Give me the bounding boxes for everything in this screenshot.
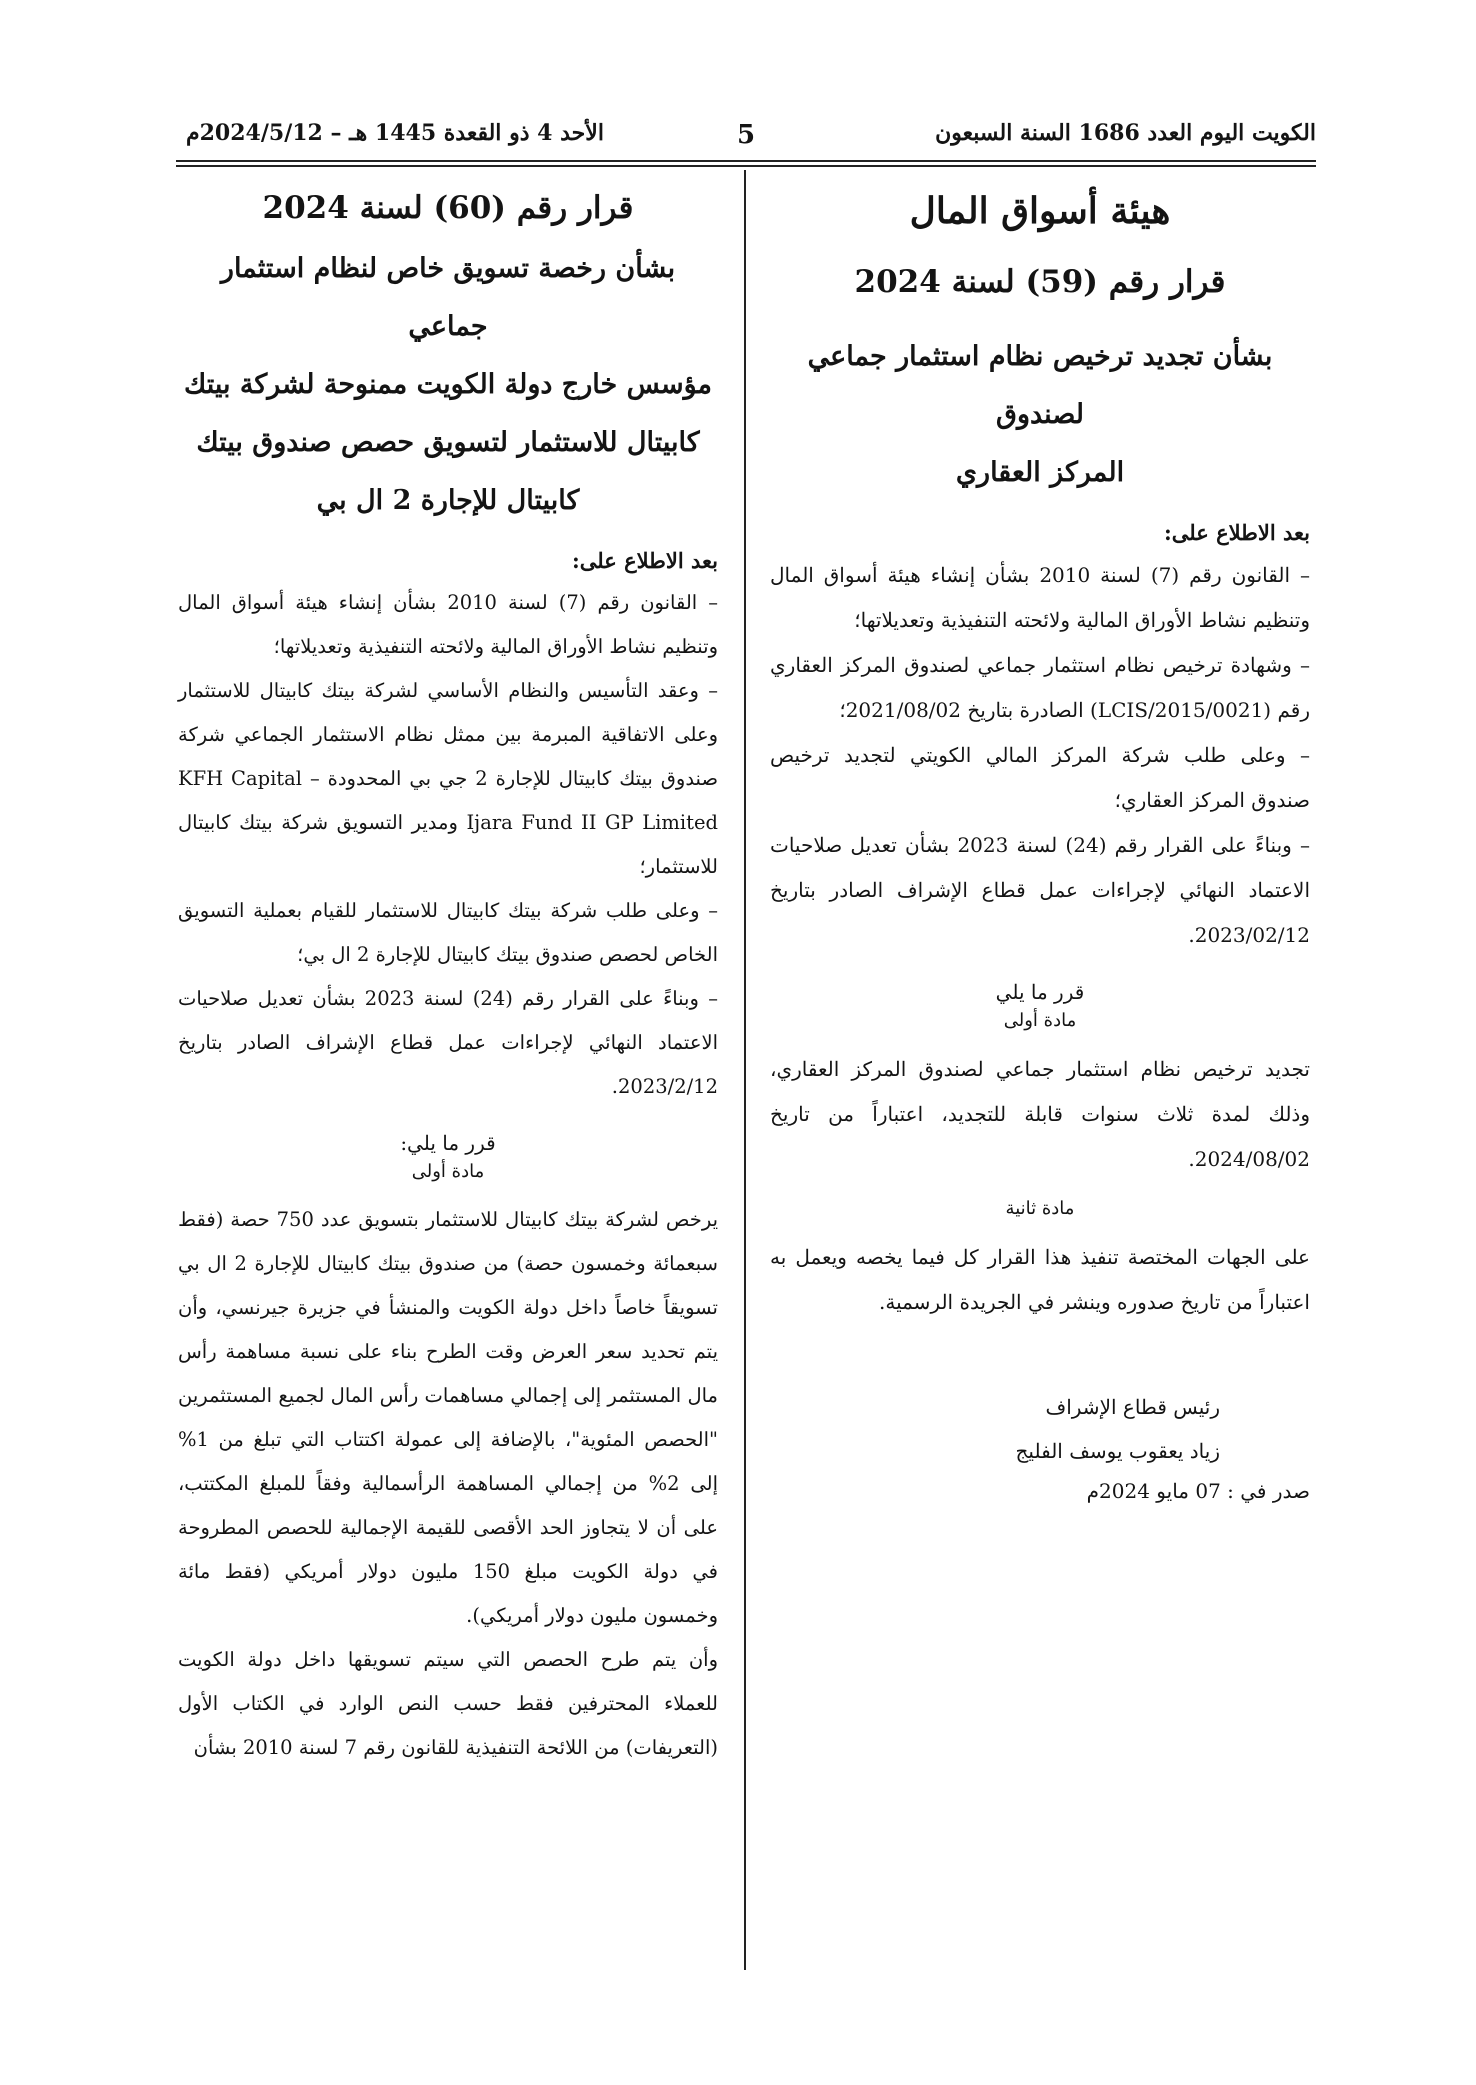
preamble-paragraph: – وبناءً على القرار رقم (24) لسنة 2023 بشأن تعديل صلاحيات الاعتماد النهائي لإجراءات عمل قطاع الإشراف الصادر بتاريخ 2023/2/12. — [178, 987, 718, 1098]
subject-line: كابيتال للاستثمار لتسويق حصص صندوق بيتك — [196, 427, 700, 458]
signature-title: رئيس قطاع الإشراف — [1045, 1395, 1220, 1419]
article-1-paragraph: يرخص لشركة بيتك كابيتال للاستثمار بتسويق عدد 750 حصة (فقط سبعمائة وخمسون حصة) من صندوق بيتك كابيتال للإجارة 2 ال بي تسويقاً خاصاً داخل دولة الكويت والمنشأ في جزيرة جيرنسي، وأن يتم تحديد سعر العرض وقت الطرح بناء على نسبة مساهمة رأس مال المستثمر إلى إجمالي مساهمات رأس المال لجميع المستثمرين "الحصص المئوية"، بالإضافة إلى عمولة اكتتاب التي تبلغ من 1% إلى 2% من إجمالي المساهمة الرأسمالية وفقاً للمبلغ المكتتب، على أن لا يتجاوز الحد الأقصى للقيمة الإجمالية للحصص المطروحة في دولة الكويت مبلغ 150 مليون دولار أمريكي (فقط مائة وخمسون مليون دولار أمريكي). — [178, 1208, 719, 1627]
decided-label: قرر ما يلي — [995, 980, 1085, 1004]
subject-line: بشأن رخصة تسويق خاص لنظام استثمار جماعي — [220, 253, 676, 342]
preamble-paragraph: – القانون رقم (7) لسنة 2010 بشأن إنشاء هيئة أسواق المال وتنظيم نشاط الأوراق المالية ولائحته التنفيذية وتعديلاتها؛ — [770, 563, 1310, 632]
page-header — [176, 120, 1316, 164]
header-date: الأحد 4 ذو القعدة 1445 هـ – 2024/5/12م — [186, 120, 604, 146]
decision-59-column — [770, 182, 1310, 1503]
preamble-paragraph: – وبناءً على القرار رقم (24) لسنة 2023 بشأن تعديل صلاحيات الاعتماد النهائي لإجراءات عمل قطاع الإشراف الصادر بتاريخ 2023/02/12. — [770, 833, 1310, 947]
article-2-label: مادة ثانية — [1005, 1198, 1075, 1219]
subject-line: مؤسس خارج دولة الكويت ممنوحة لشركة بيتك — [183, 369, 713, 400]
preamble-paragraph: – القانون رقم (7) لسنة 2010 بشأن إنشاء هيئة أسواق المال وتنظيم نشاط الأوراق المالية ولائحته التنفيذية وتعديلاتها؛ — [178, 591, 718, 658]
header-rule-top — [176, 160, 1316, 162]
subject-line: بشأن تجديد ترخيص نظام استثمار جماعي لصندوق — [807, 341, 1273, 430]
header-issue-info: الكويت اليوم العدد 1686 السنة السبعون — [935, 120, 1316, 146]
article-1-paragraph: وأن يتم طرح الحصص التي سيتم تسويقها داخل دولة الكويت للعملاء المحترفين فقط حسب النص الوارد في الكتاب الأول (التعريفات) من اللائحة التنفيذية للقانون رقم 7 لسنة 2010 بشأن — [178, 1648, 718, 1759]
article-1-label: مادة أولى — [411, 1161, 485, 1182]
signature-name: زياد يعقوب يوسف الفليج — [1015, 1439, 1220, 1463]
section-title: هيئة أسواق المال — [909, 190, 1171, 232]
decision-59-subject — [770, 328, 1310, 502]
header-rule-bottom — [176, 165, 1316, 167]
article-1-label: مادة أولى — [1003, 1010, 1077, 1031]
article-2-text: على الجهات المختصة تنفيذ هذا القرار كل فيما يخصه ويعمل به اعتباراً من تاريخ صدوره وينشر في الجريدة الرسمية. — [770, 1245, 1310, 1314]
preamble-paragraph: – وعلى طلب شركة المركز المالي الكويتي لتجديد ترخيص صندوق المركز العقاري؛ — [770, 743, 1310, 812]
intro-label: بعد الاطلاع على: — [572, 548, 718, 573]
issued-date: صدر في : 07 مايو 2024م — [1086, 1479, 1310, 1503]
intro-label: بعد الاطلاع على: — [1164, 520, 1310, 545]
decision-60-title: قرار رقم (60) لسنة 2024 — [262, 190, 634, 226]
column-divider — [744, 170, 746, 1970]
article-1-text: تجديد ترخيص نظام استثمار جماعي لصندوق المركز العقاري، وذلك لمدة ثلاث سنوات قابلة للتجديد، اعتباراً من تاريخ 2024/08/02. — [770, 1057, 1310, 1171]
decision-60-subject — [178, 240, 718, 530]
decision-59-title: قرار رقم (59) لسنة 2024 — [854, 264, 1226, 300]
page-number: 5 — [736, 120, 756, 150]
preamble-paragraph: – وشهادة ترخيص نظام استثمار جماعي لصندوق المركز العقاري رقم (LCIS/2015/0021) الصادرة بتاريخ 2021/08/02؛ — [770, 653, 1310, 722]
decision-60-column — [178, 182, 718, 1770]
subject-line: المركز العقاري — [955, 457, 1125, 488]
decided-label: قرر ما يلي: — [400, 1131, 496, 1155]
subject-line: كابيتال للإجارة 2 ال بي — [316, 485, 580, 516]
preamble-paragraph: – وعلى طلب شركة بيتك كابيتال للاستثمار للقيام بعملية التسويق الخاص لحصص صندوق بيتك كابيتال للإجارة 2 ال بي؛ — [178, 899, 718, 966]
preamble-paragraph: – وعقد التأسيس والنظام الأساسي لشركة بيتك كابيتال للاستثمار وعلى الاتفاقية المبرمة بين ممثل نظام الاستثمار الجماعي شركة صندوق بيتك كابيتال للإجارة 2 جي بي المحدودة – KFH Capital Ijara Fund II GP Limited ومدير التسويق شركة بيتك كابيتال للاستثمار؛ — [178, 679, 719, 878]
